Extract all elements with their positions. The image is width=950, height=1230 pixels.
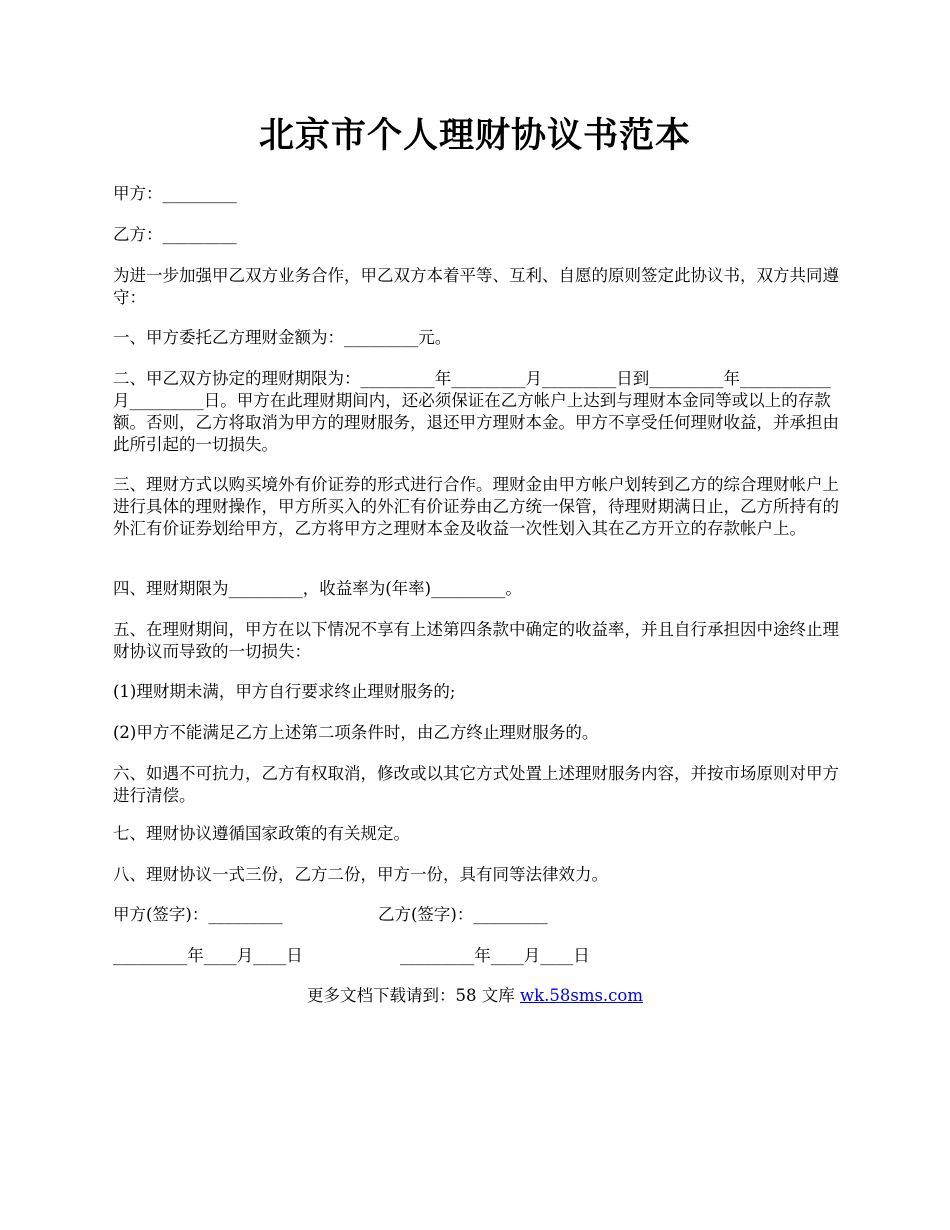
party-a-line: 甲方：_________ bbox=[113, 184, 237, 203]
signature-party-a: 甲方(签字)：_________ bbox=[113, 905, 283, 924]
signature-party-b: 乙方(签字)：_________ bbox=[378, 905, 548, 924]
document-title: 北京市个人理财协议书范本 bbox=[258, 115, 691, 156]
clause-4: 四、理财期限为_________，收益率为(年率)_________。 bbox=[113, 579, 522, 598]
clause-7: 七、理财协议遵循国家政策的有关规定。 bbox=[113, 824, 410, 843]
date-party-a: _________年____月____日 bbox=[113, 946, 303, 965]
clause-2: 二、甲乙双方协定的理财期限为：_________年_________月_________日到_________年___________月_________日。甲方在此理财期间内，还必须保证在乙方帐户上达到与理财本金同等或以上的存款额。否则，乙方将取消为甲方的理财服务，退还甲方理财本金。甲方不享受任何理财收益，并承担由此所引起的一切损失。 bbox=[113, 369, 839, 454]
clause-3: 三、理财方式以购买境外有价证券的形式进行合作。理财金由甲方帐户划转到乙方的综合理财帐户上进行具体的理财操作，甲方所买入的外汇有价证券由乙方统一保管，待理财期满日止，乙方所持有的外汇有价证券划给甲方，乙方将甲方之理财本金及收益一次性划入其在乙方开立的存款帐户上。 bbox=[113, 475, 839, 538]
clause-6: 六、如遇不可抗力，乙方有权取消，修改或以其它方式处置上述理财服务内容，并按市场原则对甲方进行清偿。 bbox=[113, 764, 839, 805]
party-b-line: 乙方：_________ bbox=[113, 225, 237, 244]
footer-line bbox=[0, 985, 950, 1007]
clause-8: 八、理财协议一式三份，乙方二份，甲方一份，具有同等法律效力。 bbox=[113, 865, 608, 884]
clause-5-item-1: (1)理财期未满，甲方自行要求终止理财服务的; bbox=[113, 682, 456, 701]
clause-5-item-2: (2)甲方不能满足乙方上述第二项条件时，由乙方终止理财服务的。 bbox=[113, 723, 599, 742]
date-party-b: _________年____月____日 bbox=[400, 946, 590, 965]
footer-link[interactable]: wk.58sms.com bbox=[519, 986, 643, 1005]
footer-text: 更多文档下载请到：58 文库 bbox=[306, 986, 520, 1005]
intro-paragraph: 为进一步加强甲乙双方业务合作，甲乙双方本着平等、互利、自愿的原则签定此协议书，双方共同遵守： bbox=[113, 266, 839, 307]
clause-1: 一、甲方委托乙方理财金额为：_________元。 bbox=[113, 328, 452, 347]
clause-5: 五、在理财期间，甲方在以下情况不享有上述第四条款中确定的收益率，并且自行承担因中途终止理财协议而导致的一切损失： bbox=[113, 620, 839, 661]
